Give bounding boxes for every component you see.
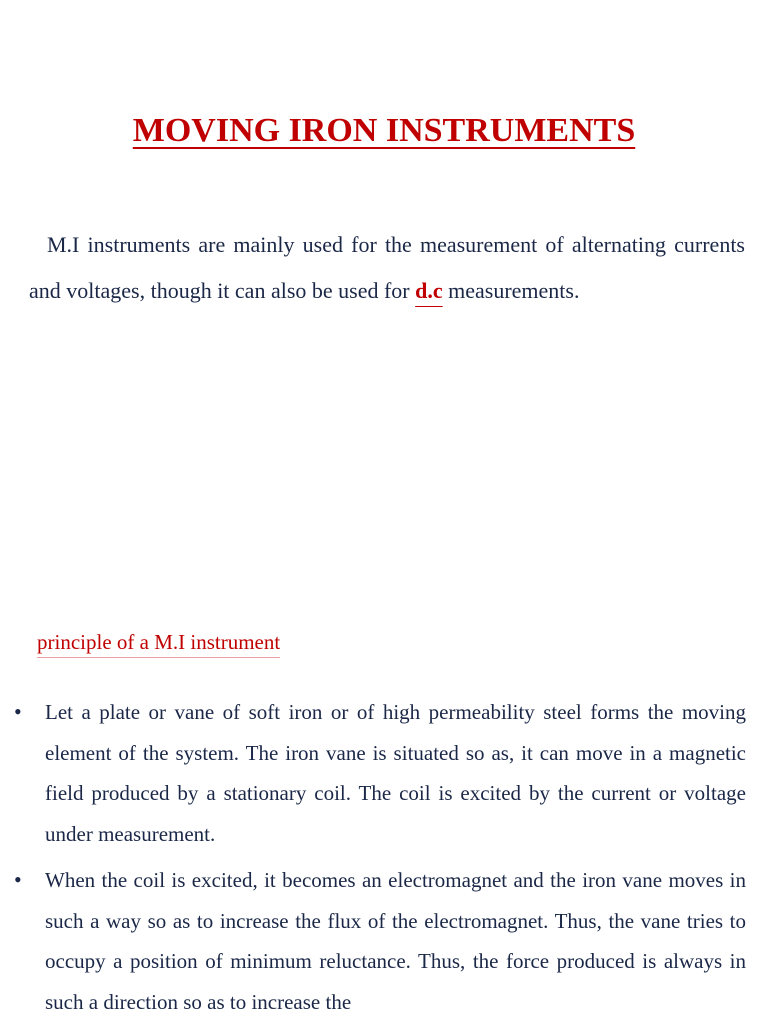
section-subheading: principle of a M.I instrument — [37, 630, 280, 658]
bullet-list — [0, 692, 768, 1028]
bullet-text: Let a plate or vane of soft iron or of high permeability steel forms the moving element of the system. The iron vane is situated so as, it can move in a magnetic field produced by a stationary coil. The coil is excited by the current or voltage under measurement. — [45, 700, 746, 846]
intro-paragraph — [29, 222, 745, 314]
bullet-icon: • — [14, 699, 22, 724]
bullet-text: When the coil is excited, it becomes an electromagnet and the iron vane moves in such a way so as to increase the flux of the electromagnet. Thus, the vane tries to occupy a position of minimum reluctance. Thus, the force produced is always in such a direction so as to increase the — [45, 868, 746, 1014]
bullet-item-2 — [0, 860, 768, 1022]
bullet-icon: • — [14, 867, 22, 892]
intro-text-before: M.I instruments are mainly used for the measurement of alternating currents and voltages, though it can also be used for — [29, 232, 745, 303]
bullet-item-1 — [0, 692, 768, 854]
intro-text-after: measurements. — [442, 278, 580, 303]
page-title: MOVING IRON INSTRUMENTS — [132, 112, 636, 149]
dc-highlight: d.c — [415, 278, 443, 303]
